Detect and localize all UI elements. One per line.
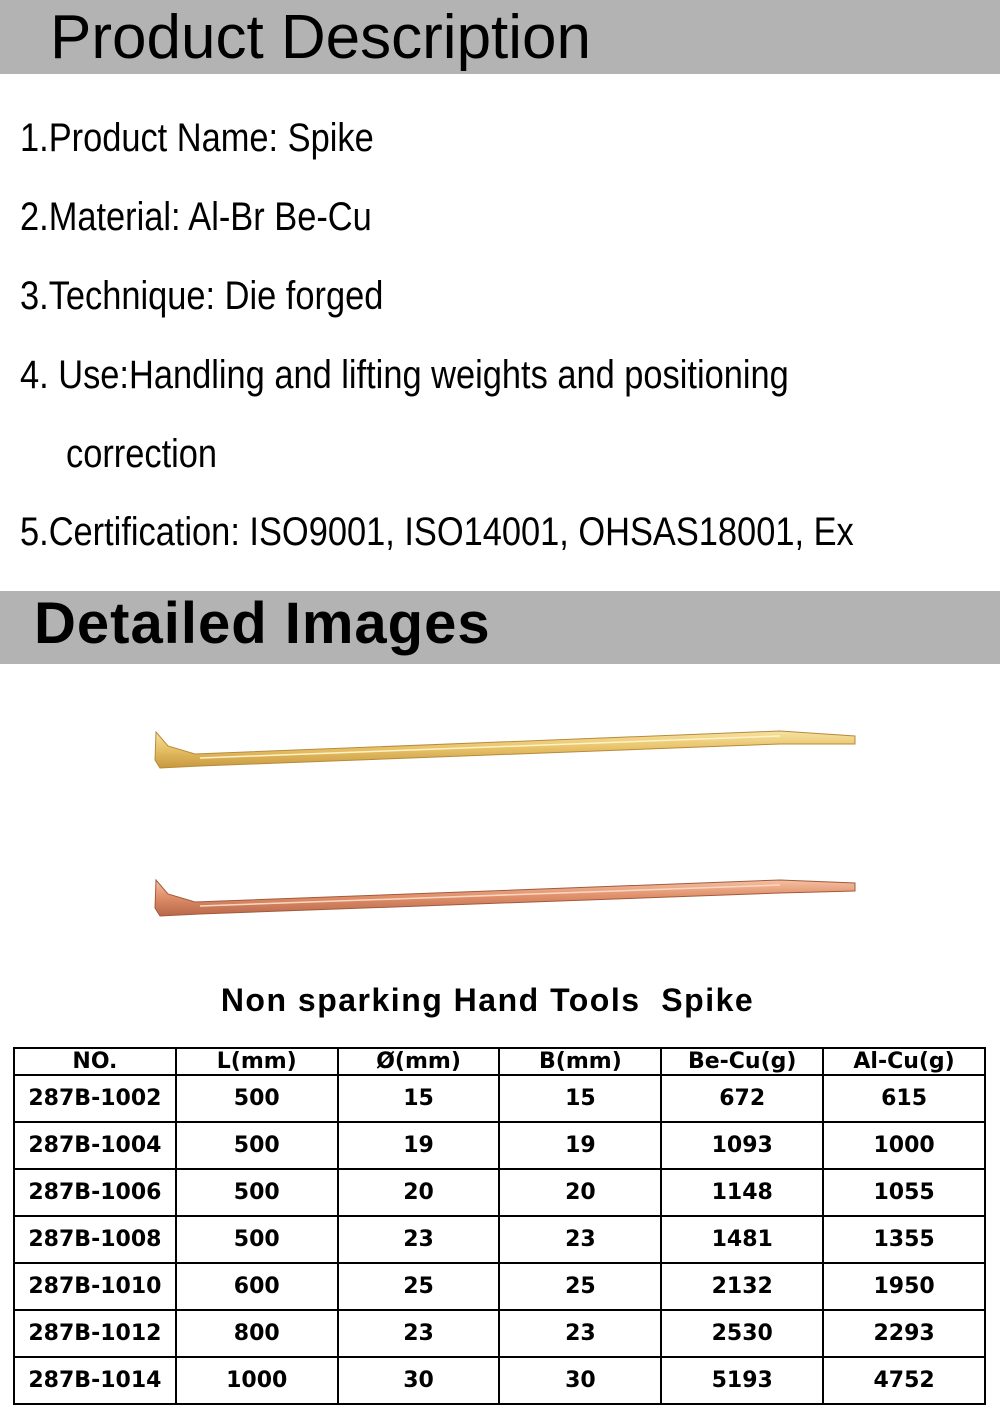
product-images	[0, 664, 1000, 984]
material-line: 2.Material: Al-Br Be-Cu	[20, 195, 372, 239]
cell-diameter: 23	[338, 1310, 500, 1357]
cell-becu: 1093	[661, 1122, 823, 1169]
spec-table	[13, 1047, 986, 1405]
use-line: 4. Use:Handling and lifting weights and positioning	[20, 353, 789, 397]
cell-diameter: 23	[338, 1216, 500, 1263]
cell-alcu: 1055	[823, 1169, 985, 1216]
cell-becu: 1481	[661, 1216, 823, 1263]
table-row	[14, 1122, 985, 1169]
table-row	[14, 1169, 985, 1216]
cell-no: 287B-1012	[14, 1310, 176, 1357]
cell-no: 287B-1010	[14, 1263, 176, 1310]
cell-length: 600	[176, 1263, 338, 1310]
cell-length: 1000	[176, 1357, 338, 1404]
cell-diameter: 15	[338, 1075, 500, 1122]
header-no: NO.	[14, 1048, 176, 1075]
cell-becu: 5193	[661, 1357, 823, 1404]
header-length: L(mm)	[176, 1048, 338, 1075]
cell-length: 500	[176, 1216, 338, 1263]
table-row	[14, 1075, 985, 1122]
cell-no: 287B-1002	[14, 1075, 176, 1122]
cell-length: 500	[176, 1075, 338, 1122]
table-row	[14, 1263, 985, 1310]
cell-alcu: 1950	[823, 1263, 985, 1310]
detailed-images-title: Detailed Images	[34, 591, 491, 656]
cell-no: 287B-1004	[14, 1122, 176, 1169]
cell-b: 23	[499, 1310, 661, 1357]
use-line-continued: correction	[66, 432, 218, 476]
cell-becu: 1148	[661, 1169, 823, 1216]
table-row	[14, 1310, 985, 1357]
header-b: B(mm)	[499, 1048, 661, 1075]
cell-diameter: 25	[338, 1263, 500, 1310]
cell-length: 800	[176, 1310, 338, 1357]
cell-diameter: 19	[338, 1122, 500, 1169]
header-alcu-weight: Al-Cu(g)	[823, 1048, 985, 1075]
cell-b: 15	[499, 1075, 661, 1122]
cell-no: 287B-1014	[14, 1357, 176, 1404]
header-becu-weight: Be-Cu(g)	[661, 1048, 823, 1075]
cell-alcu: 1355	[823, 1216, 985, 1263]
cell-alcu: 2293	[823, 1310, 985, 1357]
cell-b: 23	[499, 1216, 661, 1263]
table-row	[14, 1216, 985, 1263]
cell-becu: 2132	[661, 1263, 823, 1310]
cell-b: 30	[499, 1357, 661, 1404]
certification-line: 5.Certification: ISO9001, ISO14001, OHSAS18001, Ex	[20, 510, 854, 554]
cell-length: 500	[176, 1122, 338, 1169]
cell-no: 287B-1006	[14, 1169, 176, 1216]
table-header-row	[14, 1048, 985, 1075]
cell-length: 500	[176, 1169, 338, 1216]
table-title: Non sparking Hand Tools Spike	[220, 982, 755, 1018]
product-name-line: 1.Product Name: Spike	[20, 116, 374, 160]
technique-line: 3.Technique: Die forged	[20, 274, 384, 318]
cell-b: 20	[499, 1169, 661, 1216]
cell-diameter: 20	[338, 1169, 500, 1216]
product-description-banner	[0, 0, 1000, 74]
product-description-title: Product Description	[50, 3, 592, 72]
cell-becu: 672	[661, 1075, 823, 1122]
cell-alcu: 1000	[823, 1122, 985, 1169]
cell-diameter: 30	[338, 1357, 500, 1404]
table-row	[14, 1357, 985, 1404]
cell-alcu: 4752	[823, 1357, 985, 1404]
copper-spike-image	[155, 880, 855, 916]
cell-alcu: 615	[823, 1075, 985, 1122]
cell-b: 25	[499, 1263, 661, 1310]
cell-becu: 2530	[661, 1310, 823, 1357]
cell-b: 19	[499, 1122, 661, 1169]
bronze-spike-image	[155, 731, 855, 768]
header-diameter: Ø(mm)	[338, 1048, 500, 1075]
detailed-images-banner	[0, 591, 1000, 664]
cell-no: 287B-1008	[14, 1216, 176, 1263]
